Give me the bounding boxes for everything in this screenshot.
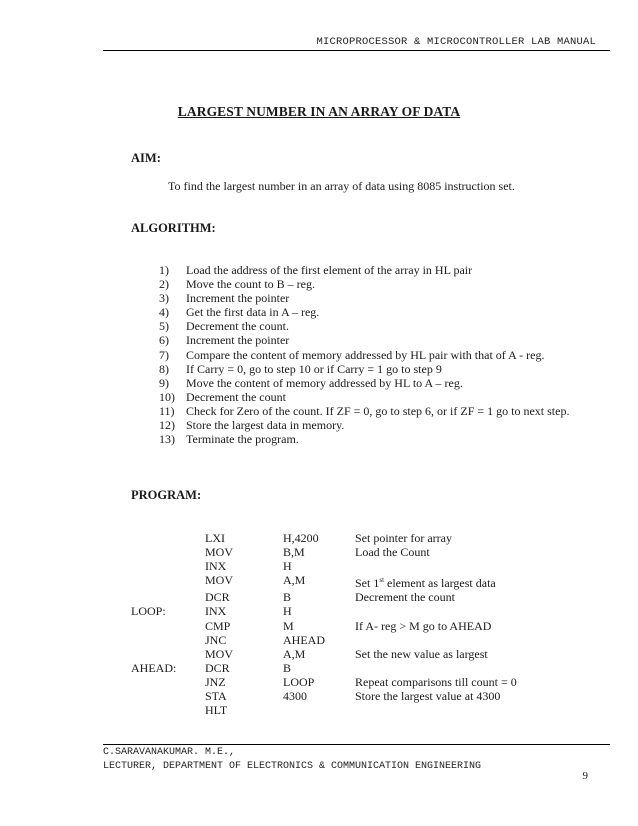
header-rule xyxy=(103,50,610,51)
footer-rule xyxy=(103,744,610,745)
program-row: HLT xyxy=(205,703,228,718)
program-row: STA 4300 Store the largest value at 4300 xyxy=(205,689,501,704)
footer-department: LECTURER, DEPARTMENT OF ELECTRONICS & COMMUNICATION ENGINEERING xyxy=(103,761,482,772)
running-header: MICROPROCESSOR & MICROCONTROLLER LAB MANUAL xyxy=(316,36,596,48)
algorithm-step: 4) Get the first data in A – reg. xyxy=(159,305,320,320)
algorithm-step: 10) Decrement the count xyxy=(159,389,286,404)
algorithm-step: 1) Load the address of the first element of the array in HL pair xyxy=(159,263,473,277)
algorithm-step: 7) Compare the content of memory addressed by HL pair with that of A - reg. xyxy=(159,347,545,362)
algorithm-step: 12) Store the largest data in memory. xyxy=(159,418,345,433)
program-row: LOOP: INX H xyxy=(131,604,292,619)
program-listing xyxy=(131,531,517,717)
aim-text: To find the largest number in an array of data using 8085 instruction set. xyxy=(168,179,515,193)
algorithm-heading: ALGORITHM: xyxy=(131,221,216,235)
algorithm-step: 13) Terminate the program. xyxy=(159,432,299,447)
program-row: MOV A,M Set 1st element as largest data xyxy=(205,573,496,591)
program-heading: PROGRAM: xyxy=(131,488,202,502)
algorithm-step: 5) Decrement the count. xyxy=(159,319,289,334)
program-row: AHEAD: DCR B xyxy=(131,660,292,675)
program-row: DCR B Decrement the count xyxy=(205,590,455,605)
algorithm-step: 8) If Carry = 0, go to step 10 or if Carry = 1 go to step 9 xyxy=(159,361,442,376)
program-row: MOV B,M Load the Count xyxy=(205,545,430,560)
aim-heading: AIM: xyxy=(131,151,161,165)
algorithm-steps xyxy=(159,263,569,446)
algorithm-step: 2) Move the count to B – reg. xyxy=(159,277,315,292)
program-row: JNC AHEAD xyxy=(205,632,325,647)
algorithm-step: 3) Increment the pointer xyxy=(159,291,290,306)
footer-author: C.SARAVANAKUMAR. M.E., xyxy=(103,747,236,758)
page-title: LARGEST NUMBER IN AN ARRAY OF DATA xyxy=(177,104,461,119)
algorithm-step: 9) Move the content of memory addressed by HL to A – reg. xyxy=(159,375,463,390)
program-row: CMP M If A- reg > M go to AHEAD xyxy=(205,618,492,633)
program-row: INX H xyxy=(205,559,292,574)
program-row: MOV A,M Set the new value as largest xyxy=(205,646,488,661)
algorithm-step: 6) Increment the pointer xyxy=(159,333,290,348)
algorithm-step: 11) Check for Zero of the count. If ZF = 0, go to step 6, or if ZF = 1 go to next step. xyxy=(159,403,570,418)
program-row: JNZ LOOP Repeat comparisons till count = 0 xyxy=(205,674,517,689)
page-number: 9 xyxy=(582,770,588,782)
program-row: LXI H,4200 Set pointer for array xyxy=(205,531,452,545)
